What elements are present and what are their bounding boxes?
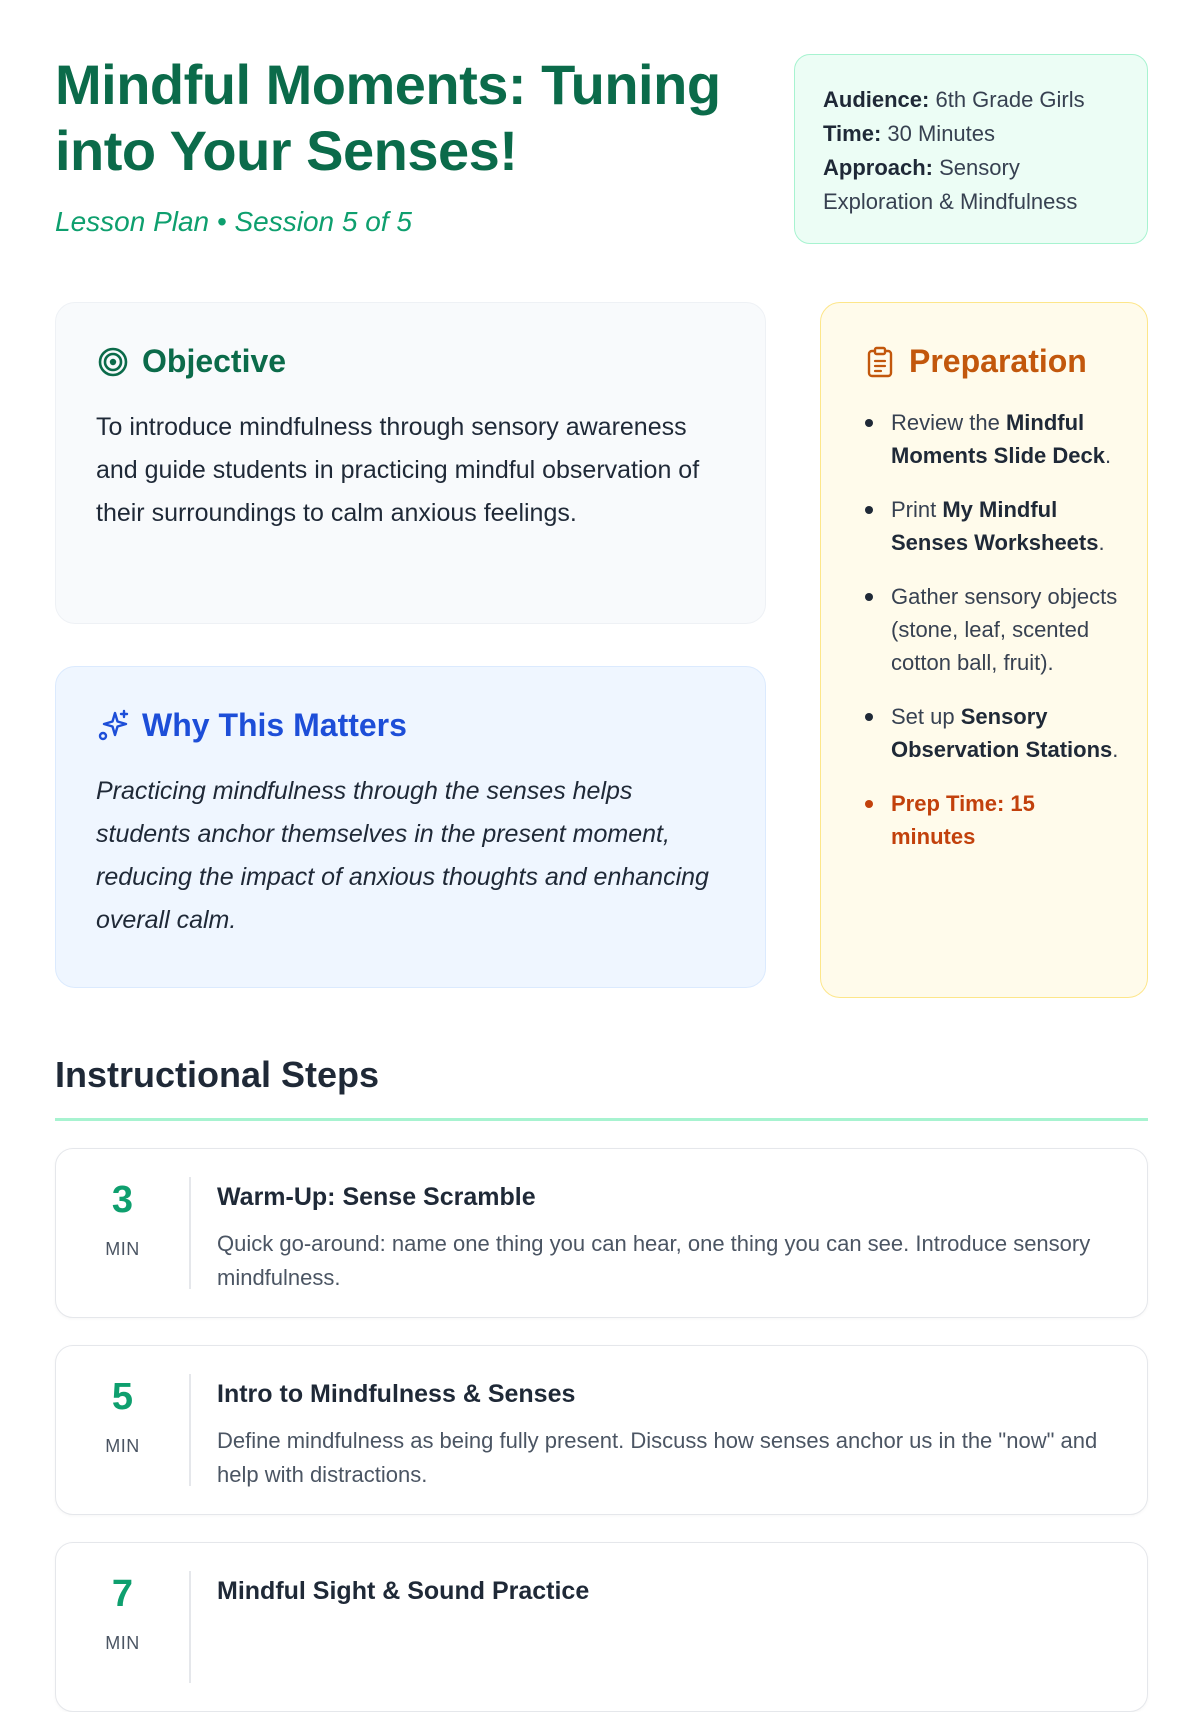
meta-time-label: Time: bbox=[823, 121, 882, 146]
objective-card bbox=[55, 302, 766, 624]
step-description: Quick go-around: name one thing you can hear, one thing you can see. Introduce sensory mindfulness. bbox=[217, 1231, 1091, 1290]
step-duration: 3 bbox=[111, 1179, 134, 1221]
prep-item-2-bold: My Mindful Senses Worksheets bbox=[891, 497, 1099, 555]
meta-time bbox=[823, 117, 1119, 151]
why-header bbox=[96, 707, 725, 744]
step-divider bbox=[189, 1571, 191, 1683]
prep-item-worksheets bbox=[863, 493, 1121, 559]
step-divider bbox=[189, 1177, 191, 1289]
target-icon bbox=[96, 345, 130, 379]
prep-item-1-text: Review the bbox=[891, 410, 1006, 435]
why-text: Practicing mindfulness through the senses helps students anchor themselves in the present moment, reducing the impact of anxious thoughts and enhancing overall calm. bbox=[96, 777, 709, 934]
steps-divider bbox=[55, 1118, 1148, 1121]
prep-item-1-bold: Mindful Moments Slide Deck bbox=[891, 410, 1105, 468]
step-title: Intro to Mindfulness & Senses bbox=[217, 1380, 576, 1408]
step-divider bbox=[189, 1374, 191, 1486]
objective-title: Objective bbox=[142, 343, 287, 379]
why-title: Why This Matters bbox=[142, 707, 407, 743]
prep-item-time: Prep Time: 15 minutes bbox=[863, 787, 1121, 853]
steps-section-title: Instructional Steps bbox=[55, 1054, 380, 1095]
prep-item-objects: Gather sensory objects (stone, leaf, scented cotton ball, fruit). bbox=[863, 580, 1121, 679]
preparation-card bbox=[820, 302, 1148, 998]
sparkles-icon bbox=[96, 709, 130, 743]
preparation-header bbox=[863, 343, 1121, 380]
why-card bbox=[55, 666, 766, 988]
step-card bbox=[55, 1542, 1148, 1712]
objective-text: To introduce mindfulness through sensory awareness and guide students in practicing mindful observation of their surroundings to calm anxious feelings. bbox=[96, 413, 700, 527]
meta-approach-label: Approach: bbox=[823, 155, 933, 180]
step-duration: 5 bbox=[111, 1376, 134, 1418]
prep-item-4-bold: Sensory Observation Stations bbox=[891, 704, 1113, 762]
page-subtitle: Lesson Plan • Session 5 of 5 bbox=[55, 206, 412, 237]
clipboard-icon bbox=[863, 345, 897, 379]
prep-item-4-text: Set up bbox=[891, 704, 961, 729]
lesson-meta-box bbox=[794, 54, 1148, 244]
step-card bbox=[55, 1345, 1148, 1515]
preparation-title: Preparation bbox=[909, 343, 1087, 379]
meta-audience-value: 6th Grade Girls bbox=[929, 87, 1085, 112]
prep-item-2-end: . bbox=[1098, 530, 1105, 555]
prep-item-4-end: . bbox=[1112, 737, 1119, 762]
step-unit: MIN bbox=[105, 1633, 140, 1653]
step-description: Define mindfulness as being fully present. Discuss how senses anchor us in the "now" and help with distractions. bbox=[217, 1428, 1098, 1487]
prep-item-2-text: Print bbox=[891, 497, 943, 522]
lesson-header bbox=[55, 52, 775, 238]
meta-audience bbox=[823, 83, 1119, 117]
step-duration: 7 bbox=[111, 1573, 134, 1615]
meta-approach-value: Sensory Exploration & Mindfulness bbox=[823, 155, 1078, 214]
step-unit: MIN bbox=[105, 1239, 140, 1259]
meta-time-value: 30 Minutes bbox=[881, 121, 996, 146]
prep-item-stations bbox=[863, 700, 1121, 766]
step-title: Mindful Sight & Sound Practice bbox=[217, 1577, 590, 1605]
objective-header bbox=[96, 343, 725, 380]
preparation-list bbox=[863, 406, 1121, 853]
prep-item-1-end: . bbox=[1104, 443, 1112, 468]
step-unit: MIN bbox=[105, 1436, 140, 1456]
page-title: Mindful Moments: Tuning into Your Senses! bbox=[55, 53, 721, 182]
step-title: Warm-Up: Sense Scramble bbox=[217, 1183, 536, 1211]
prep-item-slide-deck bbox=[863, 406, 1121, 472]
meta-audience-label: Audience: bbox=[823, 87, 930, 112]
meta-approach bbox=[823, 151, 1119, 219]
step-card bbox=[55, 1148, 1148, 1318]
